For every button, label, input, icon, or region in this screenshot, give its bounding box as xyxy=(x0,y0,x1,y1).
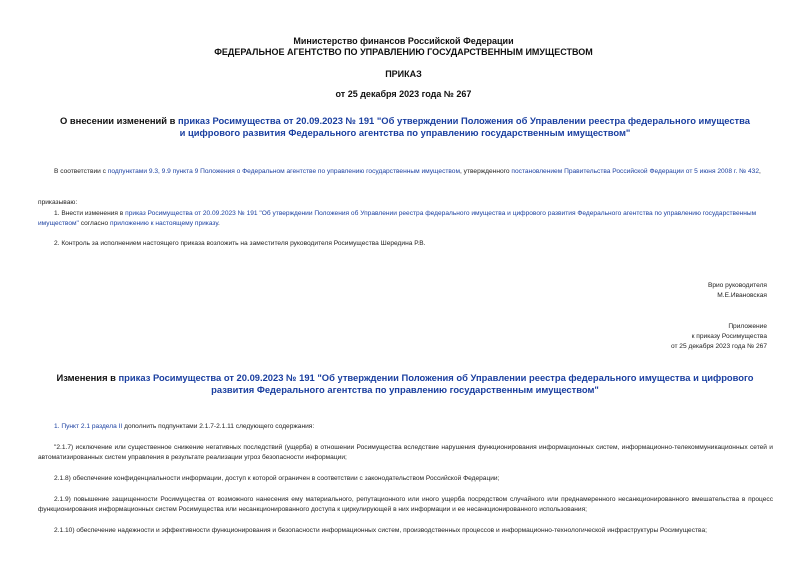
preamble-text: В соответствии с xyxy=(54,168,108,175)
appendix-label: Приложение xyxy=(728,323,767,330)
changes-title-prefix: Изменения в xyxy=(56,372,119,383)
amended-order-link[interactable]: приказ Росимущества от 20.09.2023 № 191 "Об утверждении Положения об Управлении реестра федерального имущества и цифрового развития Федерального агентства по управлению государственным имуществом" xyxy=(38,210,757,227)
subpoint-2-1-7: "2.1.7) исключение или существенное снижение негативных последствий (ущерба) в отношении Росимущества вследствие нарушения функционирования информационных систем, информационно-телекоммуникационных сетей и автоматизированных систем управления в результате реализации угроз безопасности информации; xyxy=(38,444,773,461)
changes-title xyxy=(55,372,755,396)
preamble-text: , утвержденного xyxy=(460,168,512,175)
item-text: . xyxy=(218,219,220,227)
section-point-link[interactable]: 1. Пункт 2.1 раздела II xyxy=(54,423,123,430)
change-item-1 xyxy=(54,422,314,432)
title-order-link[interactable]: приказ Росимущества от 20.09.2023 № 191 "Об утверждении Положения об Управлении реестра федерального имущества и цифрового развития Федерального агентства по управлению государственным имуществом" xyxy=(178,115,751,138)
changes-order-link[interactable]: приказ Росимущества от 20.09.2023 № 191 "Об утверждении Положения об Управлении реестра федерального имущества и цифрового развития Федерального агентства по управлению государственным имуществом" xyxy=(118,372,754,395)
order-item-2: 2. Контроль за исполнением настоящего приказа возложить на заместителя руководителя Росимущества Шередина Р.В. xyxy=(54,240,426,247)
preamble-paragraph xyxy=(38,167,773,177)
government-decree-link[interactable]: постановлением Правительства Российской Федерации от 5 июня 2008 г. № 432 xyxy=(511,168,760,175)
ministry-name: Министерство финансов Российской Федерации xyxy=(293,36,514,46)
signature-position: Врио руководителя xyxy=(707,282,767,289)
document-title xyxy=(60,115,750,139)
appendix-reference: к приказу Росимущества xyxy=(691,333,767,340)
change-item-text: дополнить подпунктами 2.1.7-2.1.11 следующего содержания: xyxy=(122,423,315,430)
preamble-text: , xyxy=(759,168,761,175)
appendix-link[interactable]: приложению к настоящему приказу xyxy=(110,219,219,227)
title-prefix: О внесении изменений в xyxy=(60,115,179,126)
subpoint-2-1-8: 2.1.8) обеспечение конфиденциальности информации, доступ к которой ограничен в соответствии с законодательством Российской Федерации; xyxy=(54,475,500,482)
agency-name: ФЕДЕРАЛЬНОЕ АГЕНТСТВО ПО УПРАВЛЕНИЮ ГОСУДАРСТВЕННЫМ ИМУЩЕСТВОМ xyxy=(214,47,593,57)
document-type: ПРИКАЗ xyxy=(385,69,422,79)
regulation-subpoints-link[interactable]: подпунктами 9.3, 9.9 пункта 9 Положения о Федеральном агентстве по управлению государственным имуществом xyxy=(107,168,461,175)
document-date: от 25 декабря 2023 года № 267 xyxy=(335,89,472,99)
item-text: 1. Внести изменения в xyxy=(54,210,126,217)
subpoint-2-1-9: 2.1.9) повышение защищенности Росимущества от возможного нанесения ему материального, репутационного или иного ущерба посредством случайного или преднамеренного несанкционированного вмешательства в процесс функционирования информационных систем Росимущества или несанкционированного доступа к циркулирующей в них информации и ее несанкционированного использования; xyxy=(38,496,773,513)
appendix-date: от 25 декабря 2023 года № 267 xyxy=(670,343,767,350)
order-item-1 xyxy=(38,209,773,228)
signature-name: М.Е.Ивановская xyxy=(717,292,767,299)
subpoint-2-1-10: 2.1.10) обеспечение надежности и эффективности функционирования и безопасности информационных систем, производственных процессов и информационно-технологической инфраструктуры Росимущества; xyxy=(54,527,707,534)
item-text: согласно xyxy=(78,219,110,227)
order-word: приказываю: xyxy=(38,199,78,206)
